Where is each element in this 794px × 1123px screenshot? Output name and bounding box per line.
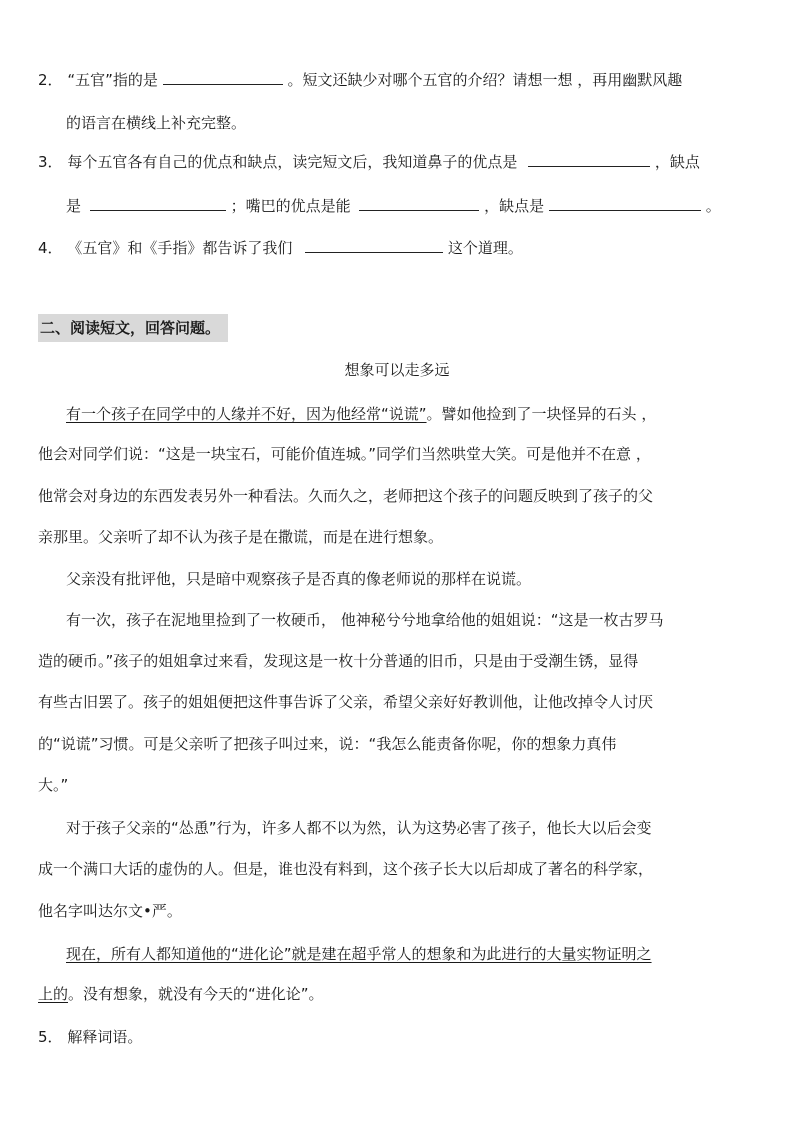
question-text: 解释词语。 [67,1028,143,1046]
article-paragraph-1-line-3: 他常会对身边的东西发表另外一种看法。久而久之，老师把这个孩子的问题反映到了孩子的父 [38,487,654,505]
question-number: 4． [38,239,63,257]
article-paragraph-1-line-1 [66,404,656,424]
underlined-sentence: 现在，所有人都知道他的“进化论”就是建在超乎常人的想象和为此进行的大量实物证明之 [66,945,652,963]
article-paragraph-1-line-2: 他会对同学们说：“这是一块宝石，可能价值连城。”同学们当然哄堂大笑。可是他并不在意 ， [38,445,651,463]
question-text: ；嘴巴的优点是能 [230,197,351,215]
article-paragraph-3-line-2: 造的硬币。”孩子的姐姐拿过来看，发现这是一枚十分普通的旧币，只是由于受潮生锈，显得 [38,652,639,670]
question-text: 。 [705,197,721,215]
question-text: “五官”指的是 [67,71,158,89]
question-text: 是 [66,197,82,215]
question-text: ，缺点 [654,153,700,171]
question-text: ，缺点是 [484,197,545,215]
article-paragraph-4-line-3: 他名字叫达尔文•严。 [38,902,182,920]
underlined-sentence: 上的 [38,985,69,1003]
article-paragraph-3-line-1: 有一次，孩子在泥地里捡到了一枚硬币， 他神秘兮兮地拿给他的姐姐说：“这是一枚古罗马 [66,611,664,629]
answer-blank[interactable] [163,70,283,85]
article-paragraph-1-line-4: 亲那里。父亲听了却不认为孩子是在撒谎，而是在进行想象。 [38,528,444,546]
question-3-line-2 [66,196,721,216]
answer-blank[interactable] [549,196,701,211]
article-paragraph-5-line-2 [38,984,324,1004]
article-paragraph-2-line-1: 父亲没有批评他，只是暗中观察孩子是否真的像老师说的那样在说谎。 [66,570,532,588]
article-paragraph-3-line-4: 的“说谎”习惯。可是父亲听了把孩子叫过来，说：“我怎么能责备你呢，你的想象力真伟 [38,735,617,753]
answer-blank[interactable] [90,196,226,211]
question-number: 2． [38,71,63,89]
question-text: 每个五官各有自己的优点和缺点，读完短文后，我知道鼻子的优点是 [67,153,518,171]
answer-blank[interactable] [359,196,479,211]
answer-blank[interactable] [305,238,443,253]
question-text: 《五官》和《手指》都告诉了我们 [67,239,293,257]
answer-blank[interactable] [528,152,650,167]
article-paragraph-3-line-3: 有些古旧罢了。孩子的姐姐便把这件事告诉了父亲，希望父亲好好教训他，让他改掉令人讨厌 [38,693,654,711]
question-5-line-1 [38,1027,142,1047]
question-2-line-2: 的语言在横线上补充完整。 [66,114,247,132]
article-paragraph-5-line-1 [66,944,652,964]
article-text: 。没有想象，就没有今天的“进化论”。 [68,985,324,1003]
section-heading: 二、阅读短文，回答问题。 [38,314,228,342]
question-number: 3． [38,153,63,171]
article-paragraph-4-line-2: 成一个满口大话的虚伪的人。但是，谁也没有料到，这个孩子长大以后却成了著名的科学家， [38,860,654,878]
question-2-line-1 [38,70,682,90]
article-paragraph-3-line-5: 大。” [38,776,69,794]
question-text: 。短文还缺少对哪个五官的介绍？请想一想 ，再用幽默风趣 [287,71,683,89]
question-3-line-1 [38,152,700,172]
underlined-sentence: 有一个孩子在同学中的人缘并不好，因为他经常“说谎” [66,405,427,423]
question-number: 5． [38,1028,63,1046]
question-4-line-1 [38,238,523,258]
article-title: 想象可以走多远 [344,361,450,379]
article-text: 。譬如他捡到了一块怪异的石头 ， [426,405,657,423]
question-text: 这个道理。 [447,239,523,257]
article-paragraph-4-line-1: 对于孩子父亲的“怂恿”行为，许多人都不以为然，认为这势必害了孩子，他长大以后会变 [66,819,652,837]
